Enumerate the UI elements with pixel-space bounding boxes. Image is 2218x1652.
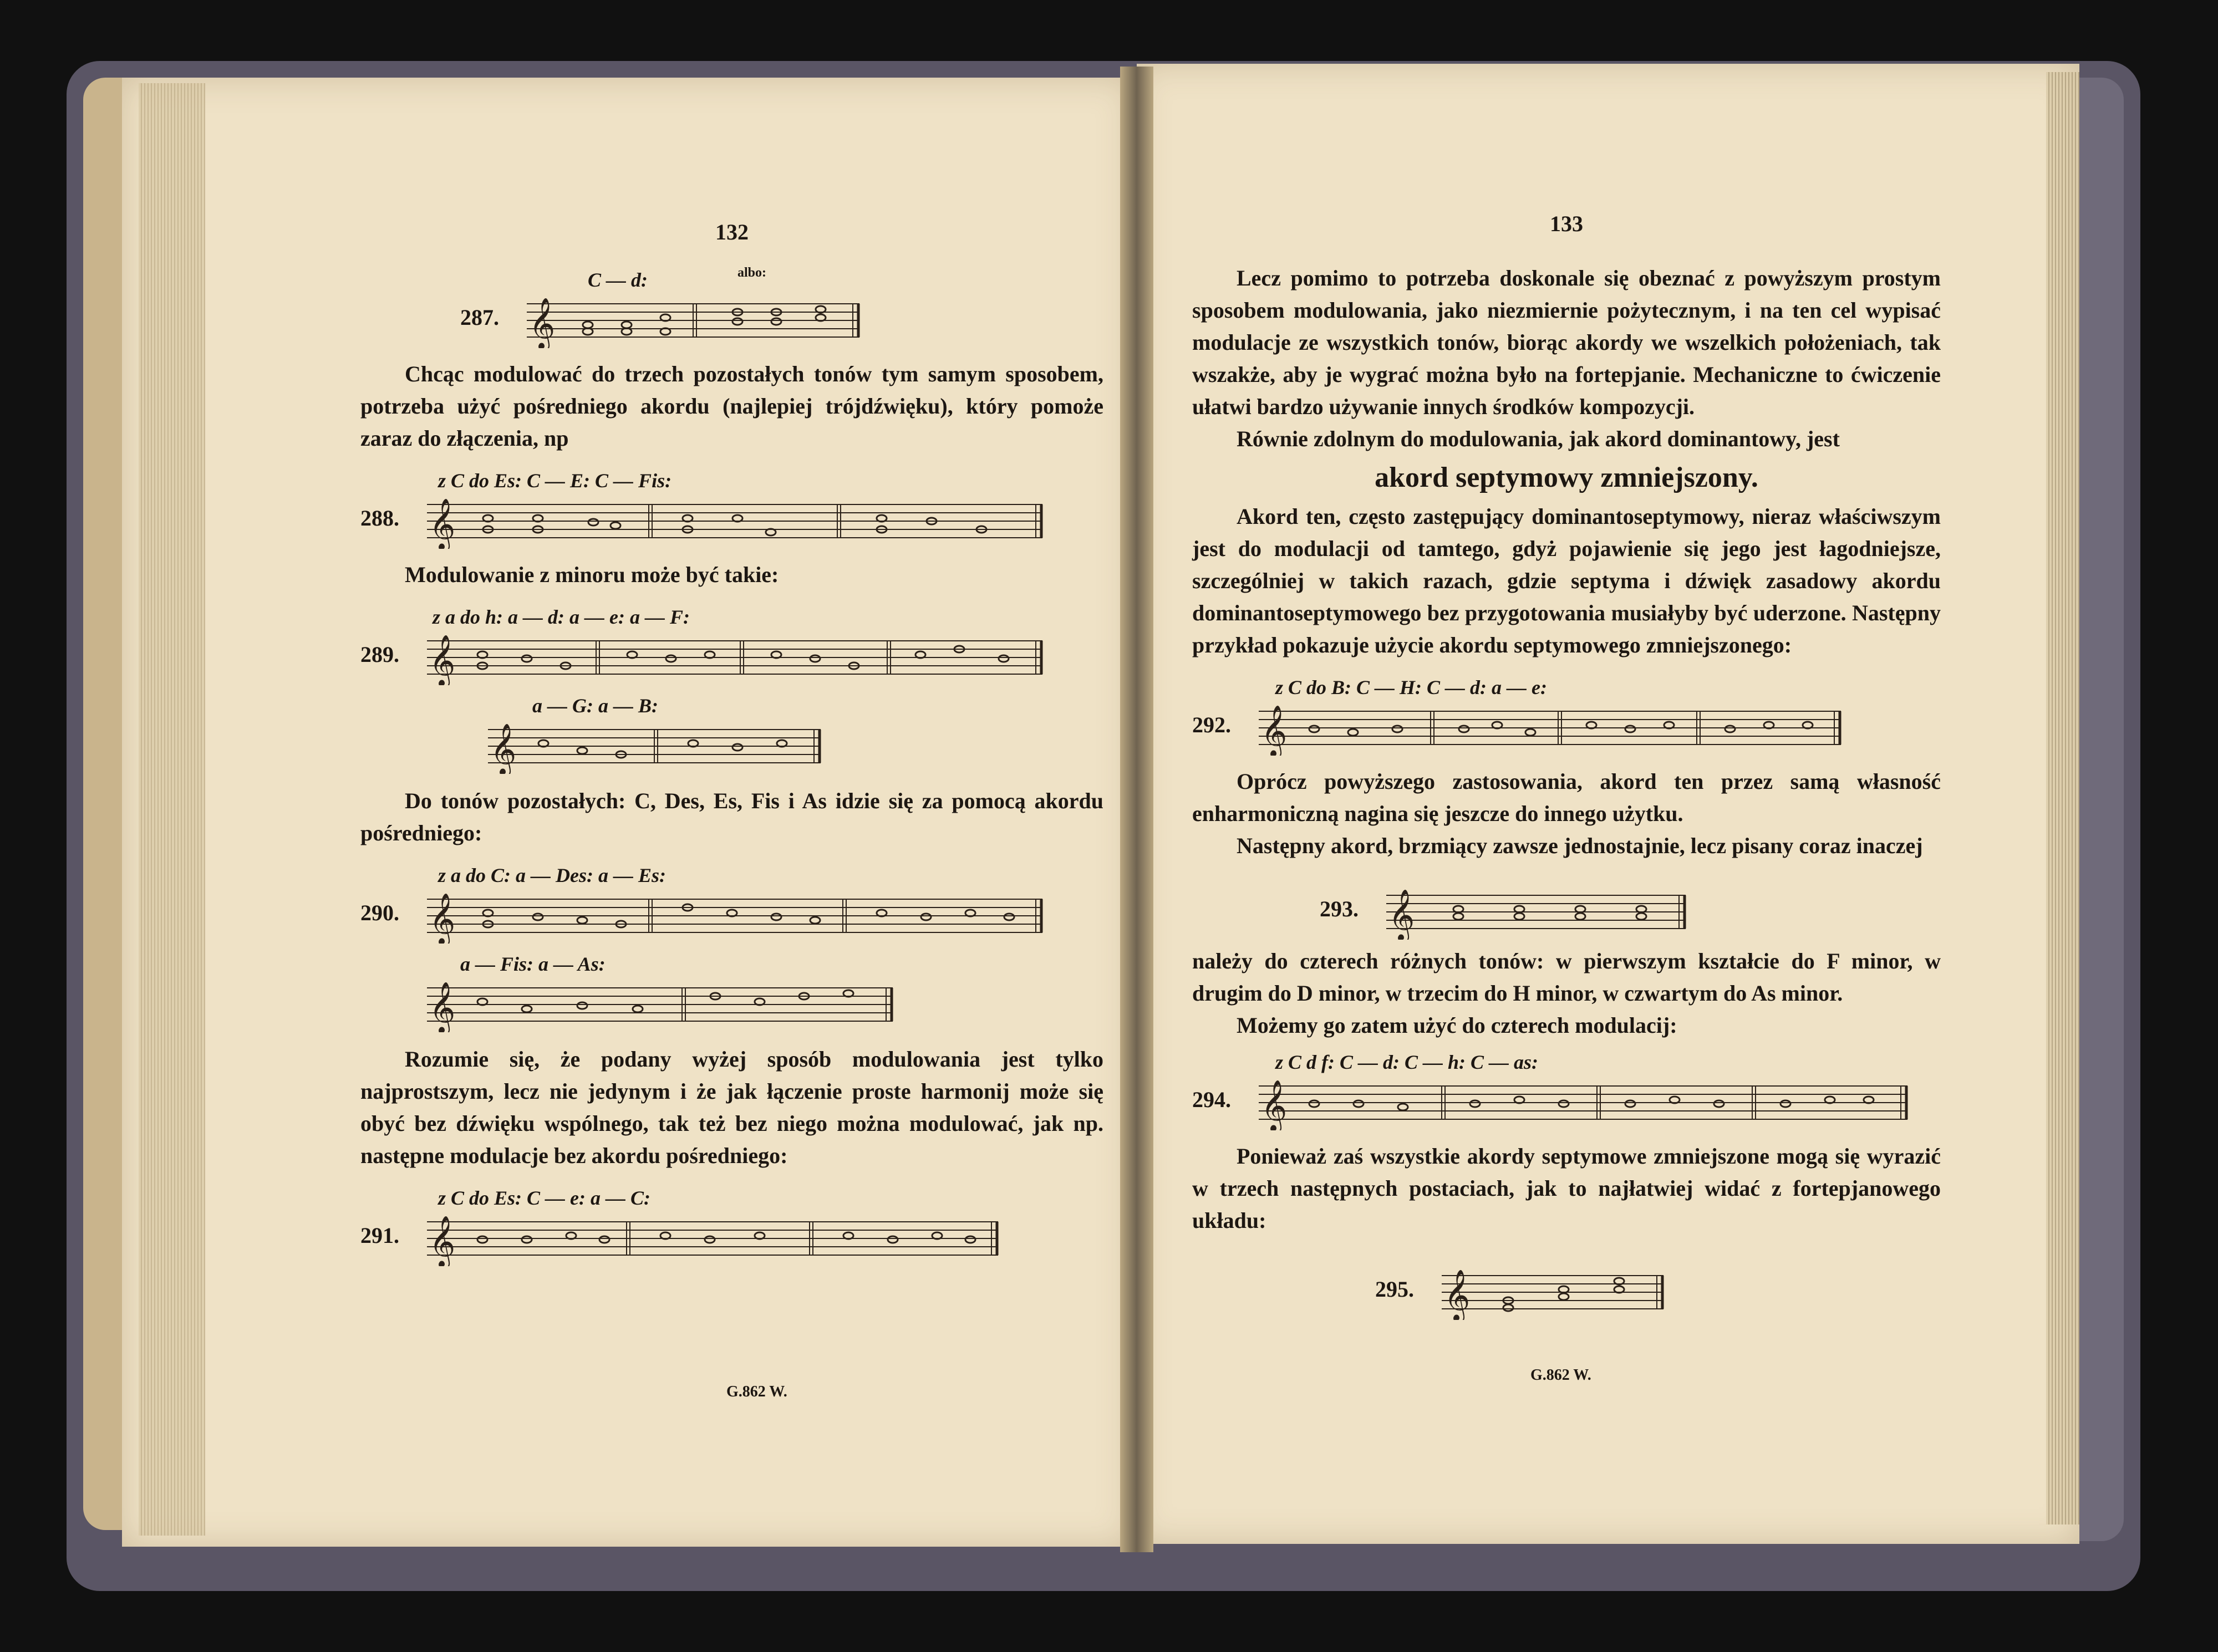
svg-text:𝄞: 𝄞 xyxy=(1388,891,1415,940)
svg-text:𝄞: 𝄞 xyxy=(1261,707,1288,756)
svg-text:𝄞: 𝄞 xyxy=(1261,1082,1288,1130)
example-labels: z a do C: a — Des: a — Es: xyxy=(438,864,666,886)
svg-text:𝄞: 𝄞 xyxy=(429,1217,456,1266)
paragraph: Równie zdolnym do modulowania, jak akord dominantowy, jest xyxy=(1237,426,1840,451)
music-staff xyxy=(1259,1069,1913,1130)
paragraph: Następny akord, brzmiący zawsze jednostajnie, lecz pisany coraz inaczej xyxy=(1237,833,1923,858)
example-number: 289. xyxy=(360,642,399,667)
svg-text:𝄞: 𝄞 xyxy=(429,983,456,1032)
section-heading: akord septymowy zmniejszony. xyxy=(1375,462,1758,493)
example-number: 290. xyxy=(360,900,399,925)
cover-edge-left xyxy=(83,78,122,1530)
music-staff xyxy=(1386,879,1697,940)
music-staff xyxy=(427,624,1048,685)
example-labels: z a do h: a — d: a — e: a — F: xyxy=(433,606,690,628)
example-291 xyxy=(360,1187,1103,1266)
svg-text:𝄞: 𝄞 xyxy=(1444,1271,1471,1320)
example-number: 291. xyxy=(360,1223,399,1248)
music-staff xyxy=(1442,1259,1675,1320)
svg-text:𝄞: 𝄞 xyxy=(429,500,456,549)
example-294 xyxy=(1192,1051,1941,1130)
page-number: 132 xyxy=(715,220,749,244)
example-labels: C — d: xyxy=(588,269,648,291)
music-staff xyxy=(427,883,1048,944)
paragraph: należy do czterech różnych tonów: w pierwszym kształcie do F minor, w drugim do D minor, w trzecim do H minor, w czwartym do As minor. xyxy=(1192,949,1941,1006)
example-293 xyxy=(1320,879,1941,940)
page-number: 133 xyxy=(1550,211,1583,236)
example-288 xyxy=(360,470,1103,549)
example-labels: a — G: a — B: xyxy=(532,695,658,717)
paragraph: Oprócz powyższego zastosowania, akord ten przez samą własność enharmoniczną nagina się jeszcze do innego użytku. xyxy=(1192,769,1941,826)
paragraph: Do tonów pozostałych: C, Des, Es, Fis i As idzie się za pomocą akordu pośredniego: xyxy=(360,788,1103,845)
example-number: 293. xyxy=(1320,896,1359,921)
music-staff xyxy=(427,971,904,1032)
paragraph: Możemy go zatem użyć do czterech modulacij: xyxy=(1237,1013,1677,1038)
page-footer: G.862 W. xyxy=(1530,1367,1591,1384)
book-gutter xyxy=(1120,67,1153,1552)
example-292 xyxy=(1192,676,1941,756)
music-staff xyxy=(527,287,871,348)
cover-edge-right xyxy=(2074,78,2124,1541)
svg-text:𝄞: 𝄞 xyxy=(490,725,517,774)
example-295 xyxy=(1375,1259,1941,1320)
paragraph: Lecz pomimo to potrzeba doskonale się obeznać z powyższym prostym sposobem modulowania, jako niezmiernie pożytecznym, i na ten cel wypisać modulacje ze wszystkich tonów, biorąc akordy we wszelkich położeniach, tak wszakże, aby je wygrać można było na fortepjanie. Mechaniczne to ćwiczenie ułatwi bardzo używanie innych środków kompozycji. xyxy=(1192,266,1941,419)
example-289 xyxy=(360,606,1103,685)
music-staff xyxy=(488,713,832,774)
example-number: 292. xyxy=(1192,712,1231,737)
example-number: 294. xyxy=(1192,1087,1231,1112)
music-staff xyxy=(1259,695,1846,756)
example-287 xyxy=(360,266,1103,348)
example-289-continued xyxy=(488,695,1103,774)
paragraph: Modulowanie z minoru może być takie: xyxy=(405,562,779,587)
example-number: 287. xyxy=(460,305,499,330)
paragraph: Rozumie się, że podany wyżej sposób modulowania jest tylko najprostszym, lecz nie jedynym i że jak łączenie proste harmonij może się obyć bez dźwięku wspólnego, tak też bez niego można modulować, jak np. następne modulacje bez akordu pośredniego: xyxy=(360,1047,1103,1168)
left-page-content xyxy=(360,216,1103,1276)
example-labels: z C do B: C — H: C — d: a — e: xyxy=(1275,676,1547,698)
paragraph: Chcąc modulować do trzech pozostałych tonów tym samym sposobem, potrzeba użyć pośredniego akordu (najlepiej trójdźwięku), który pomoże zaraz do złączenia, np xyxy=(360,361,1103,451)
example-labels: z C d f: C — d: C — h: C — as: xyxy=(1275,1051,1539,1073)
page-footer: G.862 W. xyxy=(726,1383,787,1400)
paragraph: Ponieważ zaś wszystkie akordy septymowe zmniejszone mogą się wyrazić w trzech następnych postaciach, jak to najłatwiej widać z fortepjanowego układu: xyxy=(1192,1144,1941,1233)
albo-label: albo: xyxy=(737,266,767,280)
svg-text:𝄞: 𝄞 xyxy=(429,895,456,944)
page-edges-left xyxy=(139,83,205,1536)
svg-text:𝄞: 𝄞 xyxy=(429,636,456,685)
music-staff xyxy=(427,1205,1004,1266)
example-290-continued xyxy=(427,953,1103,1032)
example-labels: z C do Es: C — E: C — Fis: xyxy=(438,470,672,492)
example-290 xyxy=(360,864,1103,944)
example-labels: z C do Es: C — e: a — C: xyxy=(438,1187,651,1209)
example-number: 288. xyxy=(360,506,399,531)
paragraph: Akord ten, często zastępujący dominantoseptymowy, nieraz właściwszym jest do modulacji od tamtego, gdyż pojawienie się jego jest łagodniejsze, szczególniej w takich razach, gdzie septyma i dźwięk zasadowy akordu dominantoseptymowego bez przygotowania musiałyby być uderzone. Następny przykład pokazuje użycie akordu septymowego zmniejszonego: xyxy=(1192,504,1941,657)
right-page-content xyxy=(1192,208,1941,1320)
svg-text:𝄞: 𝄞 xyxy=(529,299,556,348)
music-staff xyxy=(427,488,1048,549)
page-edges-right xyxy=(2046,72,2079,1524)
example-number: 295. xyxy=(1375,1277,1414,1302)
example-labels: a — Fis: a — As: xyxy=(460,953,606,975)
